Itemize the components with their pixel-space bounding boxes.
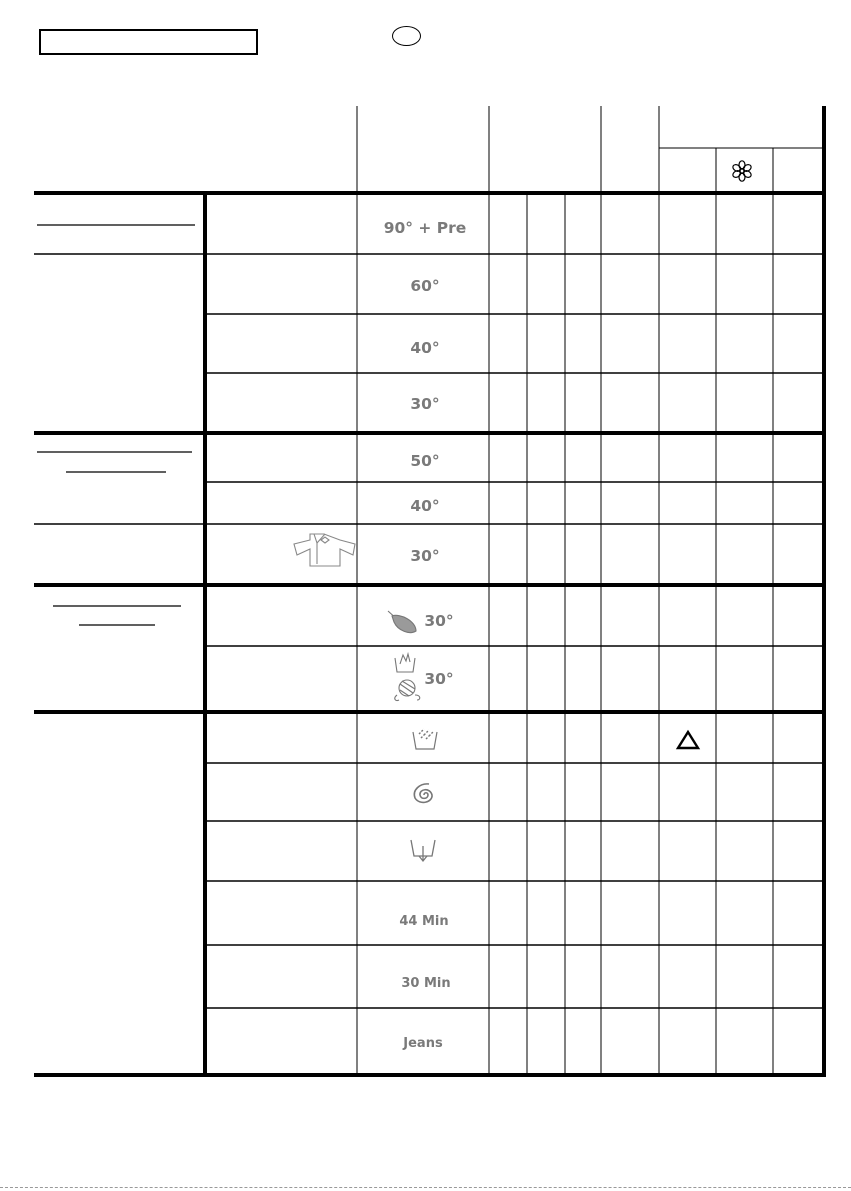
flower-softener-icon	[732, 161, 753, 181]
drain-icon	[411, 840, 435, 861]
temp-label: 40°	[410, 339, 440, 357]
shirt-icon	[294, 534, 355, 566]
temp-label: 30 Min	[401, 976, 451, 991]
temp-label: 40°	[410, 497, 440, 515]
temp-label: 60°	[410, 277, 440, 295]
frame-lines	[34, 106, 826, 1077]
rinse-icon	[413, 729, 437, 749]
temp-label: 30°	[424, 670, 454, 688]
category-underlines	[37, 225, 195, 625]
row-lines	[34, 254, 826, 1008]
temp-label: 30°	[410, 395, 440, 413]
temp-label: 30°	[410, 547, 440, 565]
handwash-wool-icon	[395, 654, 420, 701]
temp-label: 50°	[410, 452, 440, 470]
page-edge	[0, 1187, 851, 1188]
feather-icon	[388, 611, 416, 633]
temp-label: 44 Min	[399, 914, 449, 929]
column-lines	[357, 106, 826, 1077]
temp-label: 30°	[424, 612, 454, 630]
temp-label: 90° + Pre	[383, 219, 467, 237]
triangle-icon	[678, 732, 698, 748]
temp-label: Jeans	[403, 1036, 443, 1051]
spin-icon	[414, 784, 432, 803]
